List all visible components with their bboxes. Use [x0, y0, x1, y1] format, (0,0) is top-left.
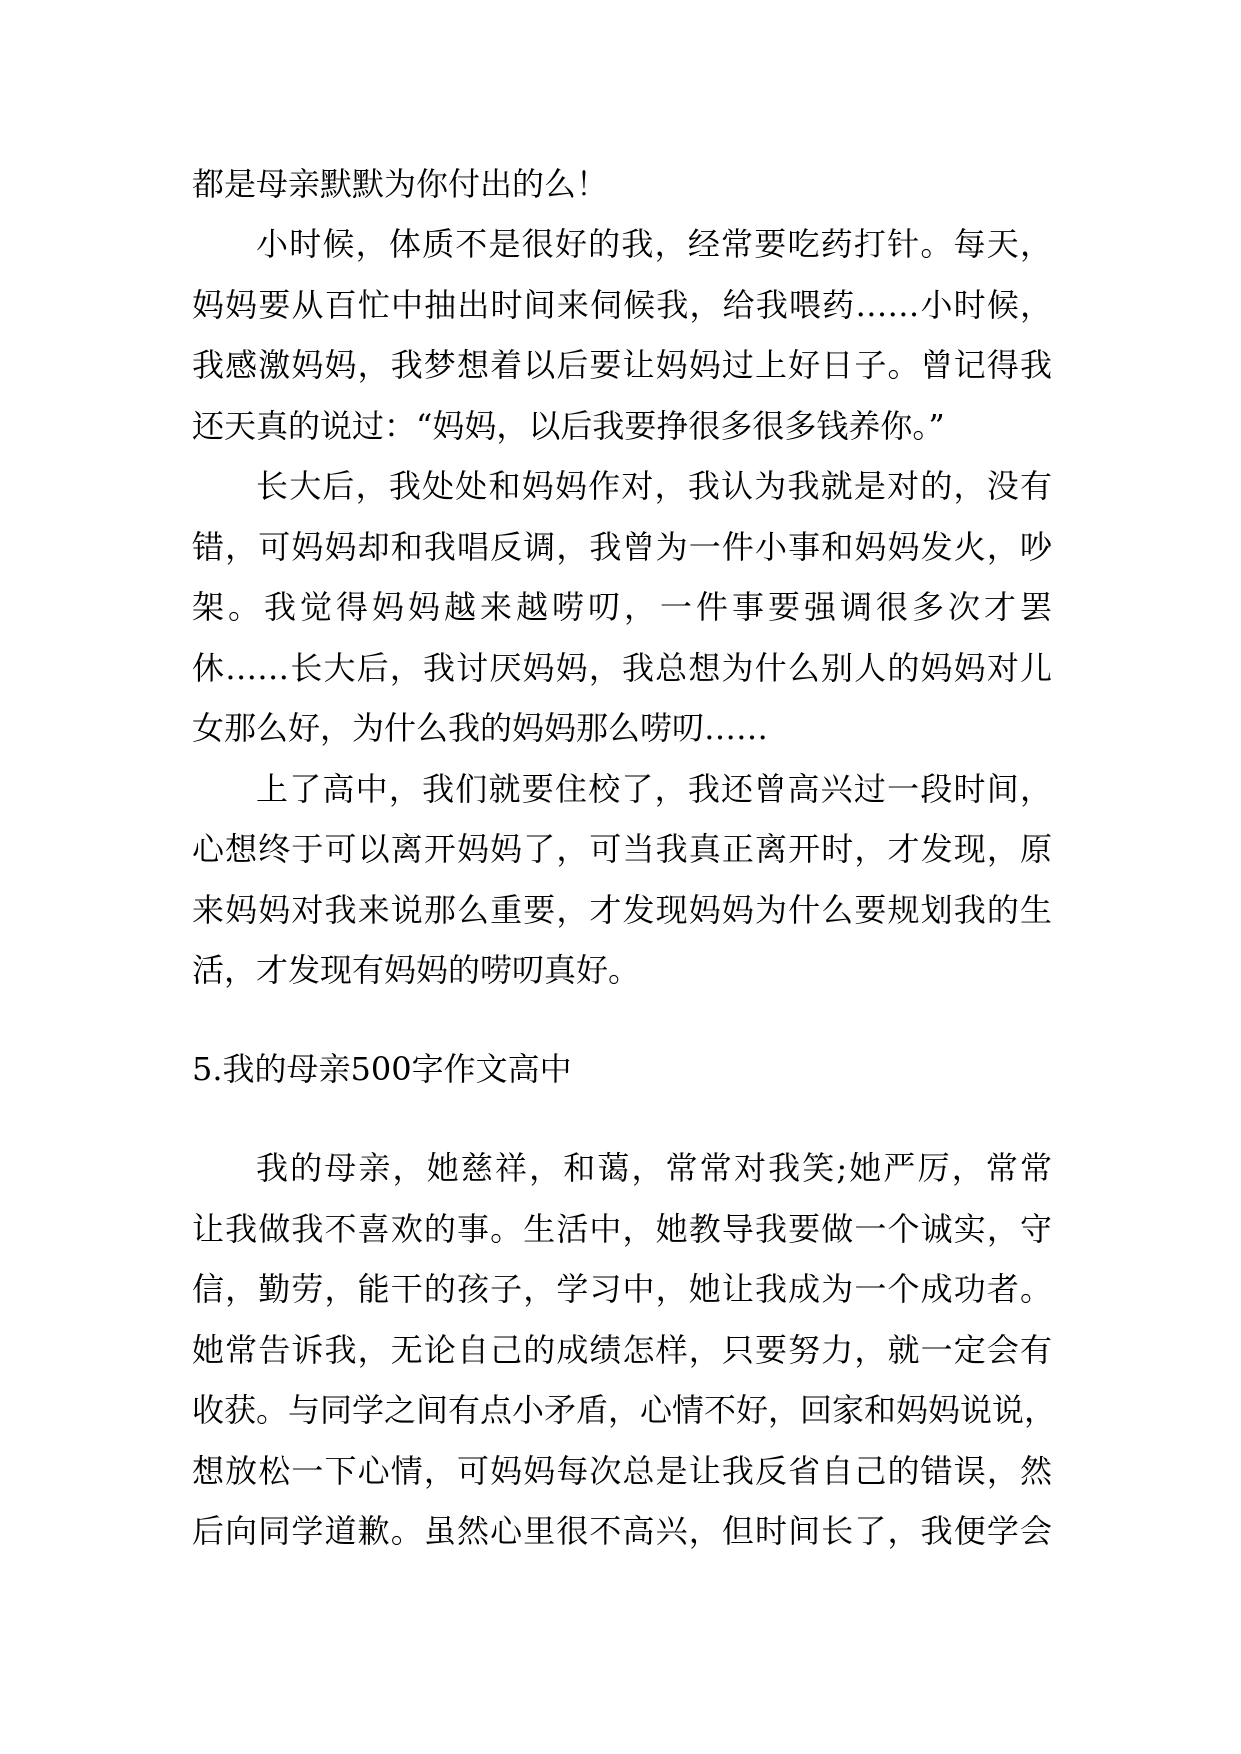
text-line: 女那么好，为什么我的妈妈那么唠叨……	[192, 709, 769, 747]
text-line: 来妈妈对我来说那么重要，才发现妈妈为什么要规划我的生	[192, 891, 1052, 929]
text-line: 妈妈要从百忙中抽出时间来伺候我，给我喂药……小时候，	[192, 286, 1052, 324]
text-line: 我的母亲，她慈祥，和蔼，常常对我笑;她严厉，常常	[256, 1149, 1052, 1187]
text-line: 我感激妈妈，我梦想着以后要让妈妈过上好日子。曾记得我	[192, 346, 1052, 384]
text-line: 想放松一下心情，可妈妈每次总是让我反省自己的错误，然	[192, 1452, 1052, 1490]
text-line: 都是母亲默默为你付出的么！	[192, 165, 609, 203]
text-line: 还天真的说过：“妈妈，以后我要挣很多很多钱养你。”	[192, 407, 945, 445]
text-line: 心想终于可以离开妈妈了，可当我真正离开时，才发现，原	[192, 830, 1052, 868]
text-line: 让我做我不喜欢的事。生活中，她教导我要做一个诚实，守	[192, 1210, 1052, 1248]
text-line: 小时候，体质不是很好的我，经常要吃药打针。每天，	[256, 225, 1052, 263]
text-line: 收获。与同学之间有点小矛盾，心情不好，回家和妈妈说说，	[192, 1391, 1057, 1429]
text-line: 架。我觉得妈妈越来越唠叨，一件事要强调很多次才罢	[192, 588, 1052, 626]
text-line: 休……长大后，我讨厌妈妈，我总想为什么别人的妈妈对儿	[192, 649, 1052, 687]
text-line: 信，勤劳，能干的孩子，学习中，她让我成为一个成功者。	[192, 1270, 1052, 1308]
text-line: 错，可妈妈却和我唱反调，我曾为一件小事和妈妈发火，吵	[192, 528, 1052, 566]
text-line: 后向同学道歉。虽然心里很不高兴，但时间长了，我便学会	[192, 1512, 1052, 1550]
text-line: 上了高中，我们就要住校了，我还曾高兴过一段时间，	[256, 770, 1052, 808]
section-heading: 5.我的母亲500字作文高中	[192, 1050, 572, 1088]
text-line: 她常告诉我，无论自己的成绩怎样，只要努力，就一定会有	[192, 1331, 1052, 1369]
text-line: 活，才发现有妈妈的唠叨真好。	[192, 951, 641, 989]
text-line: 长大后，我处处和妈妈作对，我认为我就是对的，没有	[256, 467, 1052, 505]
